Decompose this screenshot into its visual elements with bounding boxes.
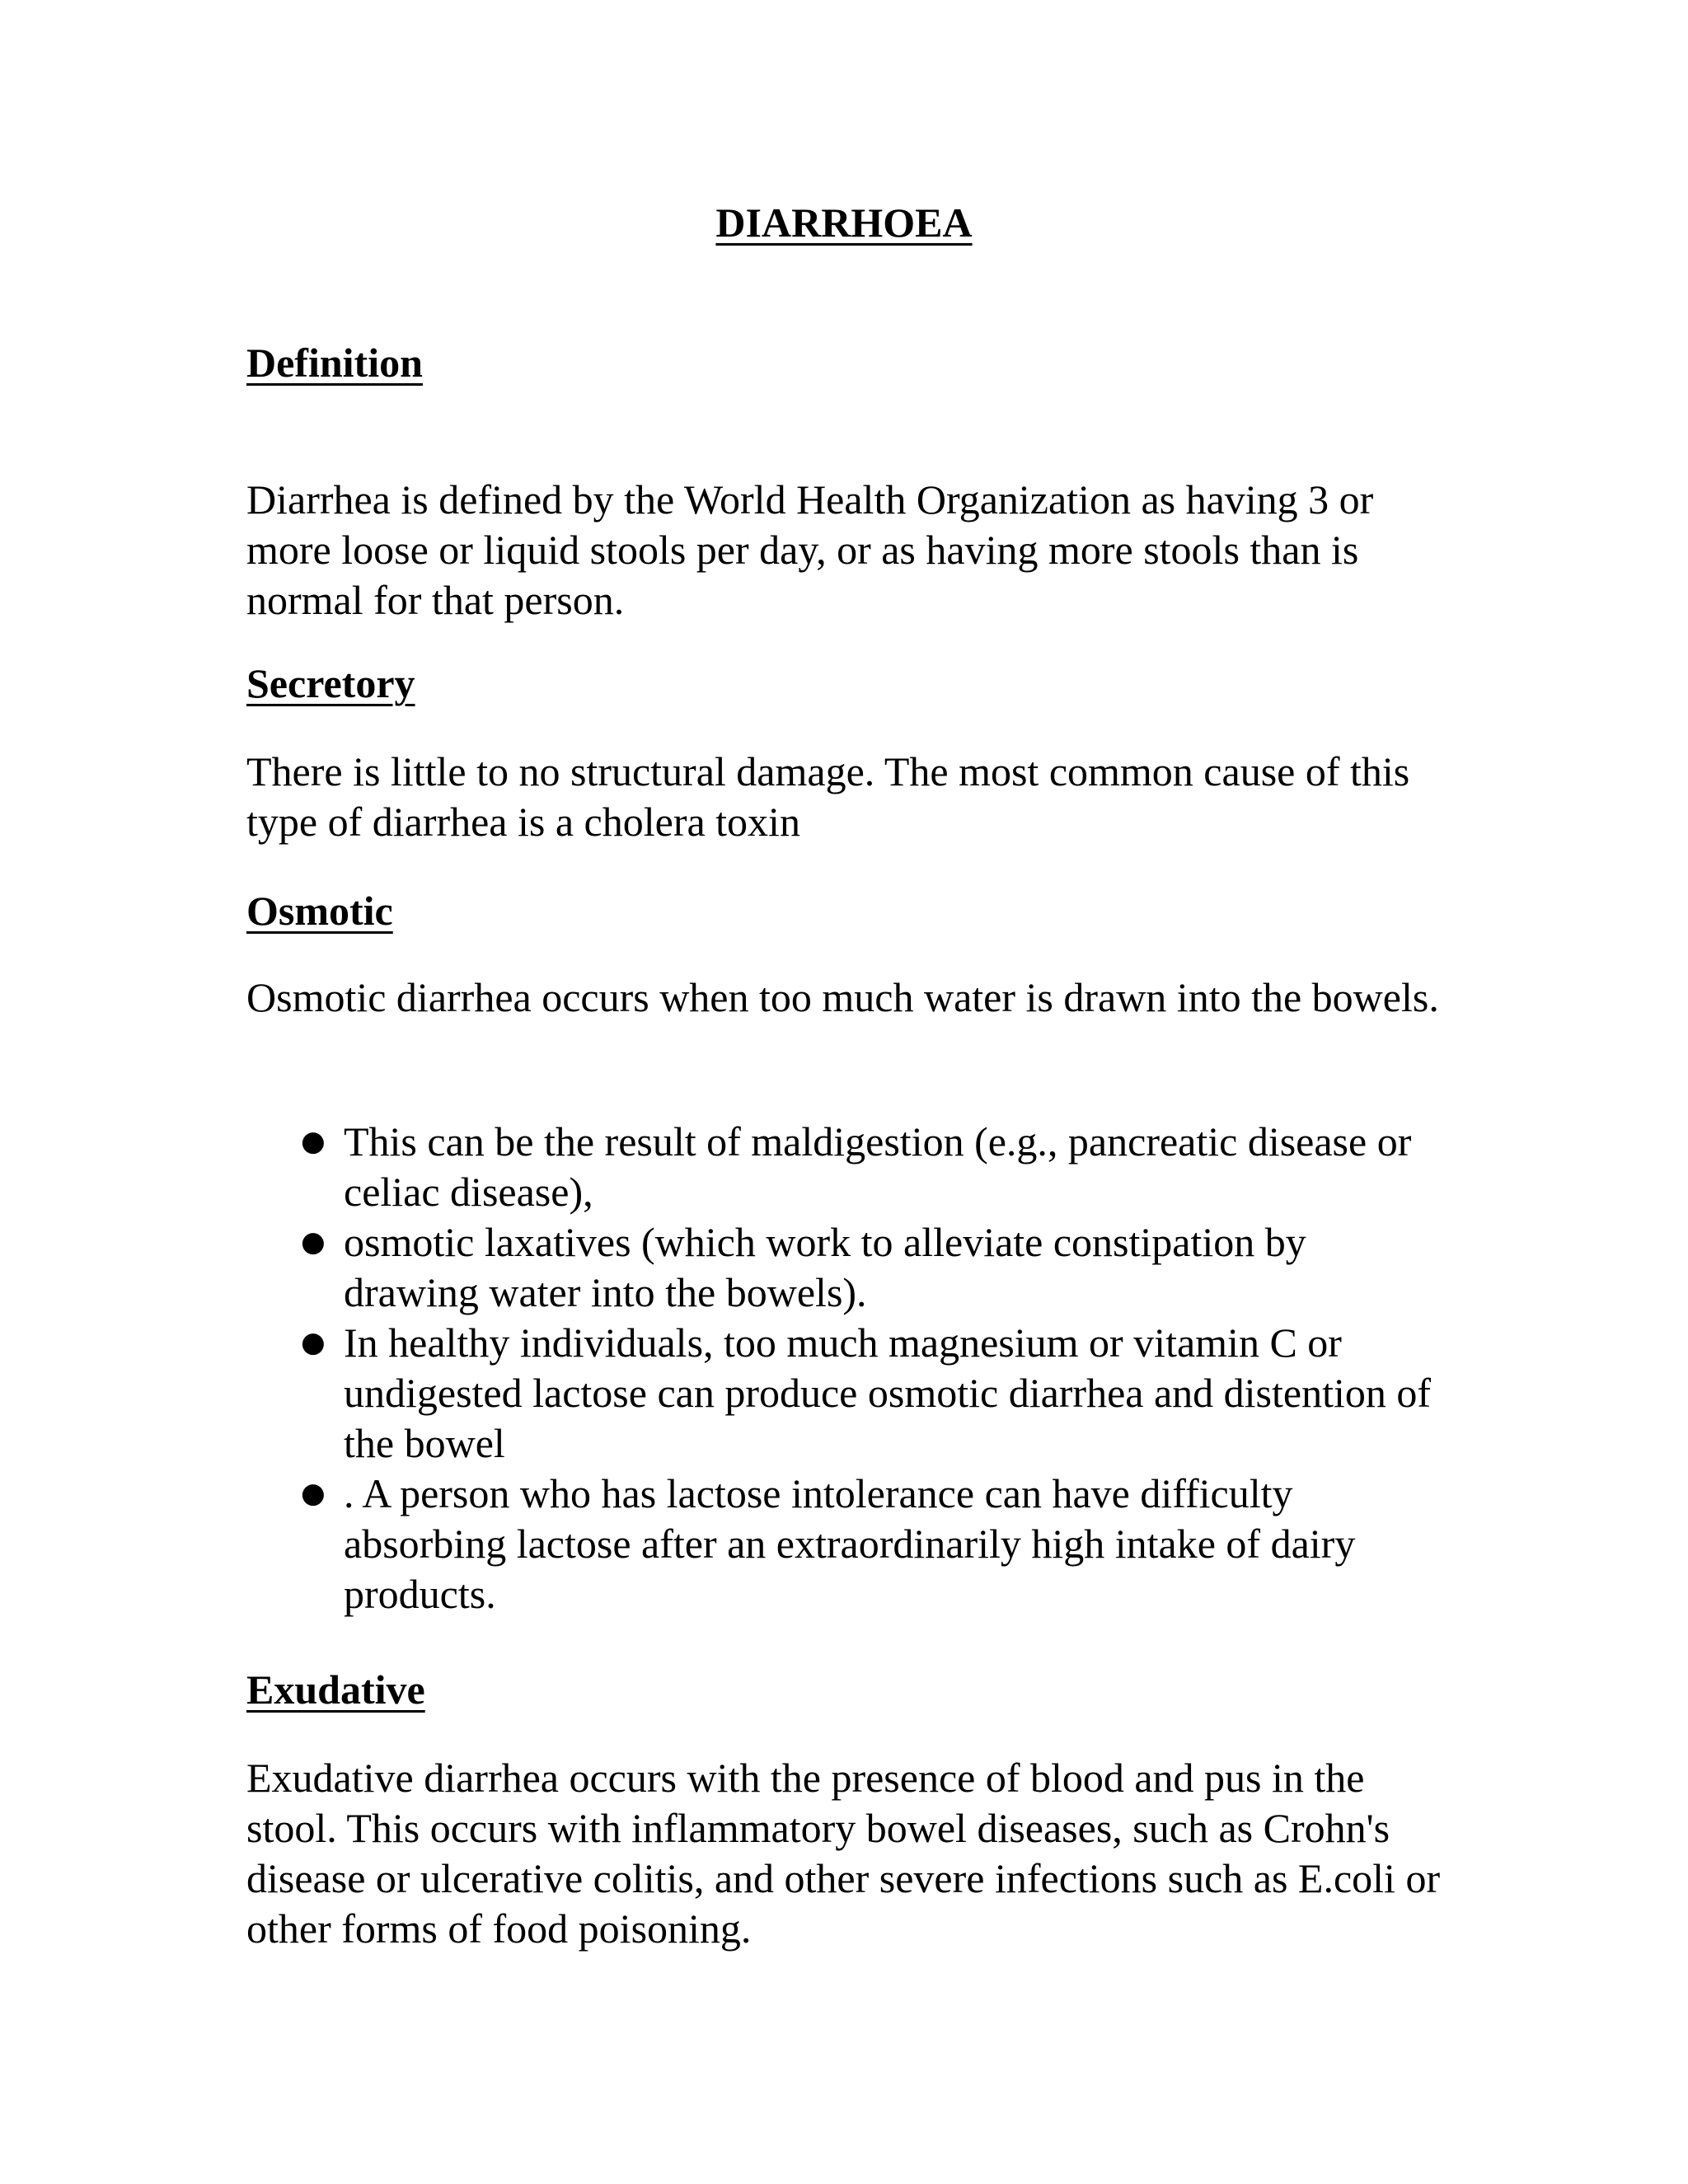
- osmotic-paragraph: Osmotic diarrhea occurs when too much water is drawn into the bowels.: [246, 974, 1439, 1020]
- secretory-paragraph: There is little to no structural damage. The most common cause of this type of diarrhea is a cholera toxin: [246, 748, 1410, 845]
- section-heading-secretory: Secretory: [246, 660, 415, 706]
- bullet-icon: ●: [301, 1477, 326, 1510]
- bullet-icon: ●: [301, 1326, 326, 1359]
- bullet-text: This can be the result of maldigestion (e.g., pancreatic disease or celiac disease),: [344, 1118, 1412, 1215]
- list-item: [246, 1469, 1442, 1619]
- exudative-paragraph: Exudative diarrhea occurs with the presence of blood and pus in the stool. This occurs with inflammatory bowel diseases, such as Crohn's disease or ulcerative colitis, and other severe infections such as E.coli or other forms of food poisoning.: [246, 1755, 1441, 1952]
- bullet-text: . A person who has lactose intolerance can have difficulty absorbing lactose after an extraordinarily high intake of dairy products.: [344, 1470, 1356, 1617]
- bullet-icon: ●: [301, 1125, 326, 1158]
- document-title: DIARRHOEA: [715, 199, 973, 246]
- section-heading-exudative: Exudative: [246, 1666, 425, 1713]
- section-heading-osmotic: Osmotic: [246, 888, 393, 934]
- bullet-text: osmotic laxatives (which work to alleviate constipation by drawing water into the bowels).: [344, 1219, 1306, 1315]
- list-item: [246, 1318, 1442, 1469]
- bullet-icon: ●: [301, 1226, 326, 1258]
- list-item: [246, 1217, 1442, 1318]
- section-heading-definition: Definition: [246, 340, 423, 386]
- list-item: [246, 1117, 1442, 1217]
- bullet-text: In healthy individuals, too much magnesium or vitamin C or undigested lactose can produce osmotic diarrhea and distention of the bowel: [344, 1319, 1432, 1466]
- osmotic-bullet-list: [246, 1117, 1442, 1619]
- definition-paragraph: Diarrhea is defined by the World Health Organization as having 3 or more loose or liquid stools per day, or as having more stools than is normal for that person.: [246, 476, 1374, 623]
